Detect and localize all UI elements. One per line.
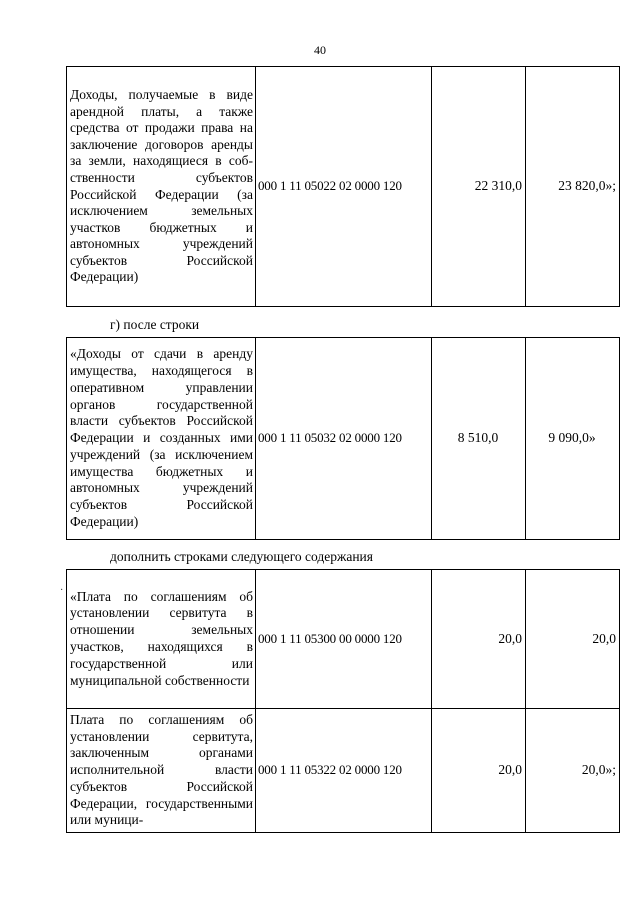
table-row (67, 67, 620, 307)
row-value-2: 20,0 (526, 570, 620, 709)
row-name-text: Доходы, получаемые в виде арендной платы, а также средства от продажи права на заключение договоров аренды за земли, находящиеся в собственности субъектов Российской Федерации (за исключением земельных участков бюджетных и автономных учреждений субъектов Российской Федерации) (70, 86, 253, 285)
row-name-text: «Плата по соглашениям об установлении сервитута в отношении земельных участков, находящихся в государственной или муниципальной собственности (70, 588, 253, 688)
row-value-2: 20,0»; (526, 709, 620, 833)
revenue-table-middle (66, 337, 620, 540)
row-code-cell: 000 1 11 05032 02 0000 120 (256, 338, 432, 540)
row-code-cell: 000 1 11 05300 00 0000 120 (256, 570, 432, 709)
table-row (67, 570, 620, 709)
row-name-cell (67, 570, 256, 709)
row-value-2: 23 820,0»; (526, 67, 620, 307)
row-value-1: 20,0 (432, 570, 526, 709)
row-name-text: «Доходы от сдачи в аренду имущества, находящегося в оперативном управлении органов государственной власти субъектов Российской Федерации и созданных ими учреждений (за исключением имущества бюджетных и автономных учреждений субъектов Российской Федерации) (70, 346, 253, 530)
table-row (67, 709, 620, 833)
row-value-1: 20,0 (432, 709, 526, 833)
row-name-cell (67, 338, 256, 540)
row-name-cell (67, 709, 256, 833)
row-name-text: Плата по соглашениям об установлении сервитута, заключенным органами исполнительной власти субъектов Российской Федерации, государственными или муници- (70, 711, 253, 828)
margin-mark: · (60, 585, 64, 596)
row-value-1: 8 510,0 (432, 338, 526, 540)
instruction-after-row: г) после строки (110, 317, 200, 332)
row-name-cell (67, 67, 256, 307)
row-code-cell: 000 1 11 05322 02 0000 120 (256, 709, 432, 833)
page-number: 40 (314, 43, 326, 57)
row-value-2: 9 090,0» (526, 338, 620, 540)
table-row (67, 338, 620, 540)
revenue-table-top (66, 66, 620, 307)
row-value-1: 22 310,0 (432, 67, 526, 307)
revenue-table-bottom (66, 569, 620, 833)
row-code-cell: 000 1 11 05022 02 0000 120 (256, 67, 432, 307)
instruction-add-rows: дополнить строками следующего содержания (110, 549, 373, 564)
